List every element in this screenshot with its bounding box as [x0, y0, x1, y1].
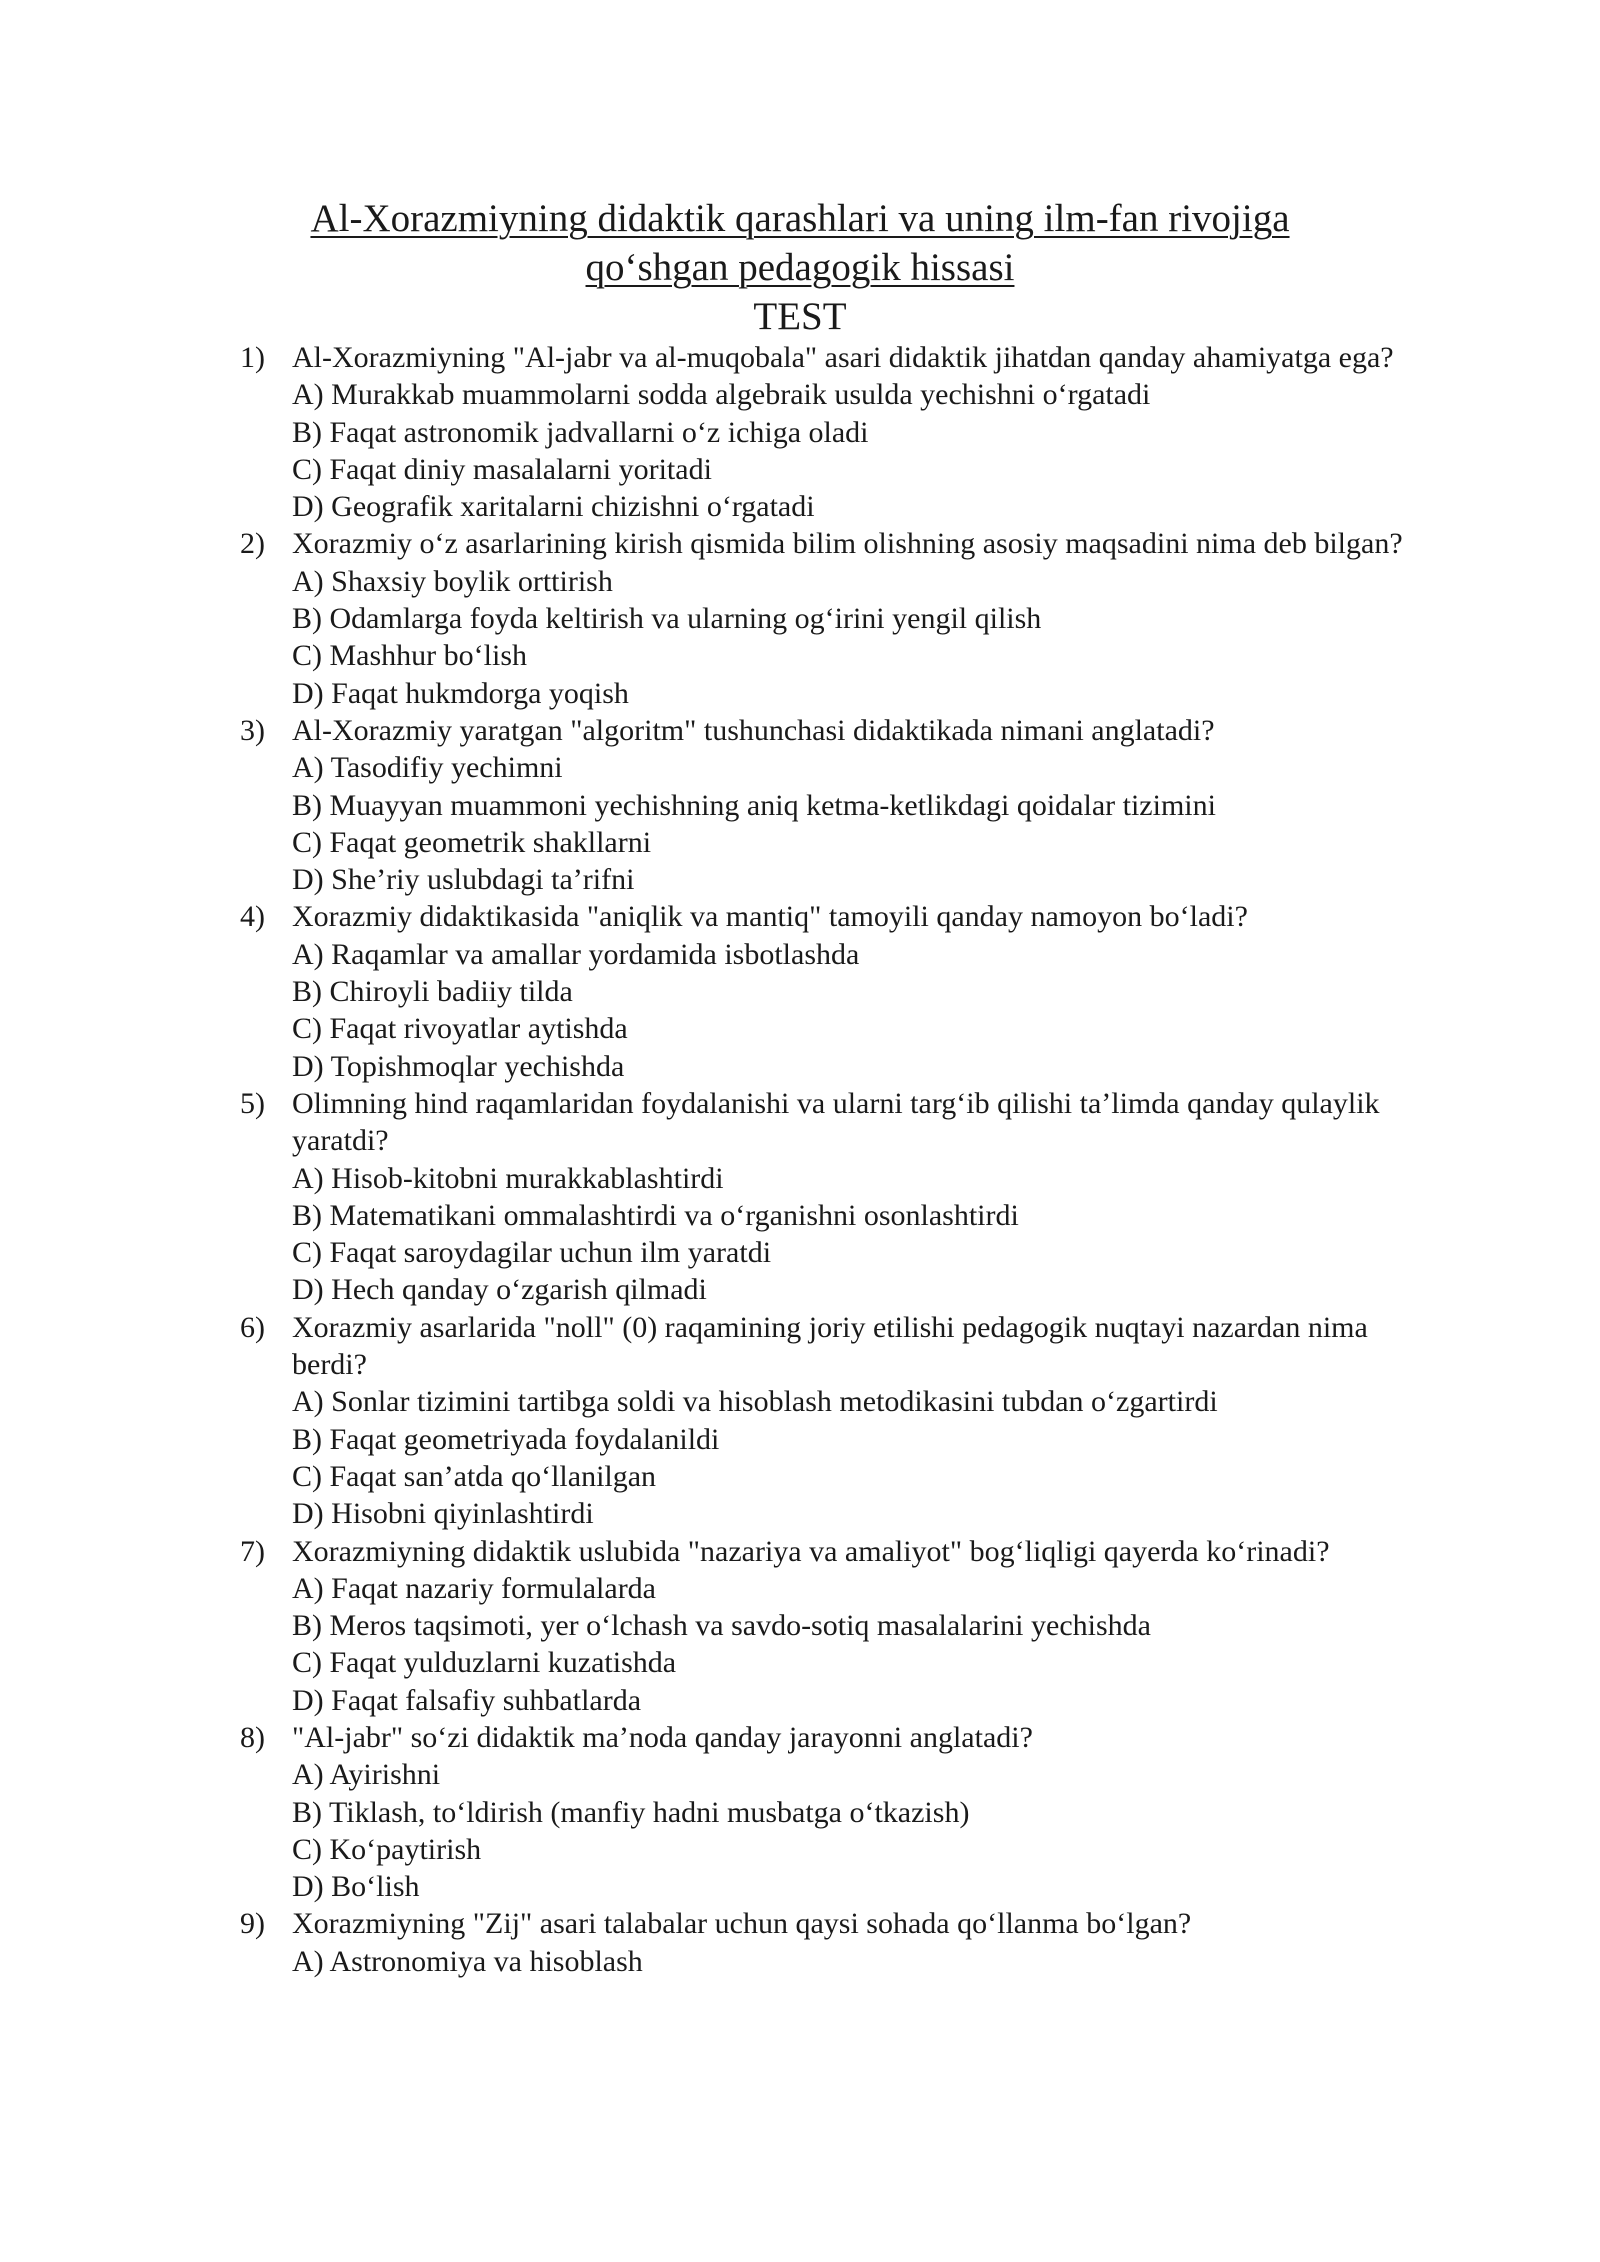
- answer-options: [292, 563, 1440, 712]
- answer-option: B) Odamlarga foyda keltirish va ularning og‘irini yengil qilish: [292, 602, 1042, 636]
- answer-options: [292, 749, 1440, 898]
- answer-option: C) Faqat saroydagilar uchun ilm yaratdi: [292, 1236, 772, 1270]
- answer-option: D) Geografik xaritalarni chizishni o‘rgatadi: [292, 490, 815, 524]
- question-item: [240, 339, 1440, 525]
- document-title-line-1: Al-Xorazmiyning didaktik qarashlari va uning ilm-fan rivojiga: [310, 197, 1290, 240]
- answer-option: C) Mashhur bo‘lish: [292, 639, 527, 673]
- question-item: [240, 1905, 1440, 1980]
- answer-option: A) Ayirishni: [292, 1758, 441, 1792]
- answer-option: A) Sonlar tizimini tartibga soldi va hisoblash metodikasini tubdan o‘zgartirdi: [292, 1385, 1218, 1419]
- question-item: [240, 1085, 1440, 1309]
- question-number: 4): [240, 900, 265, 934]
- question-text: Xorazmiyning "Zij" asari talabalar uchun qaysi sohada qo‘llanma bo‘lgan?: [292, 1907, 1192, 1941]
- question-number: 3): [240, 713, 265, 747]
- question-number: 1): [240, 341, 265, 374]
- answer-option: D) Hech qanday o‘zgarish qilmadi: [292, 1273, 707, 1307]
- answer-option: B) Matematikani ommalashtirdi va o‘rganishni osonlashtirdi: [292, 1198, 1019, 1232]
- answer-option: D) Hisobni qiyinlashtirdi: [292, 1497, 594, 1531]
- answer-option: D) She’riy uslubdagi ta’rifni: [292, 863, 635, 897]
- answer-option: A) Faqat nazariy formulalarda: [292, 1571, 656, 1605]
- answer-option: D) Bo‘lish: [292, 1870, 420, 1904]
- question-text: Xorazmiy o‘z asarlarining kirish qismida bilim olishning asosiy maqsadini nima deb bilgan?: [292, 527, 1403, 561]
- question-item: [240, 1719, 1440, 1905]
- answer-options: [292, 1943, 1440, 1980]
- question-item: [240, 712, 1440, 898]
- question-text: Xorazmiy asarlarida "noll" (0) raqamining joriy etilishi pedagogik nuqtayi nazardan nima berdi?: [292, 1310, 1368, 1382]
- answer-option: B) Faqat geometriyada foydalanildi: [292, 1422, 720, 1456]
- title-block: [0, 194, 1600, 342]
- answer-options: [292, 1756, 1440, 1905]
- answer-option: C) Faqat diniy masalalarni yoritadi: [292, 452, 712, 486]
- answer-options: [292, 936, 1440, 1085]
- answer-option: D) Topishmoqlar yechishda: [292, 1049, 625, 1083]
- question-text: Al-Xorazmiy yaratgan "algoritm" tushunchasi didaktikada nimani anglatadi?: [292, 713, 1215, 747]
- answer-options: [292, 376, 1440, 525]
- answer-option: B) Tiklash, to‘ldirish (manfiy hadni musbatga o‘tkazish): [292, 1795, 970, 1829]
- question-text: Xorazmiyning didaktik uslubida "nazariya va amaliyot" bog‘liqligi qayerda ko‘rinadi?: [292, 1534, 1330, 1568]
- answer-options: [292, 1160, 1440, 1309]
- question-number: 7): [240, 1534, 265, 1568]
- question-number: 9): [240, 1907, 265, 1941]
- question-item: [240, 525, 1440, 711]
- question-list: [240, 339, 1440, 1980]
- answer-option: B) Faqat astronomik jadvallarni o‘z ichiga oladi: [292, 415, 869, 449]
- question-text: Xorazmiy didaktikasida "aniqlik va mantiq" tamoyili qanday namoyon bo‘ladi?: [292, 900, 1248, 934]
- question-text: Al-Xorazmiyning "Al-jabr va al-muqobala" asari didaktik jihatdan qanday ahamiyatga ega?: [292, 341, 1394, 374]
- answer-options: [292, 1383, 1440, 1532]
- answer-option: D) Faqat hukmdorga yoqish: [292, 676, 629, 710]
- question-number: 6): [240, 1310, 265, 1344]
- document-title-line-2: qo‘shgan pedagogik hissasi: [585, 246, 1015, 289]
- question-number: 5): [240, 1086, 265, 1120]
- answer-option: A) Murakkab muammolarni sodda algebraik usulda yechishni o‘rgatadi: [292, 378, 1151, 412]
- answer-option: C) Ko‘paytirish: [292, 1832, 482, 1866]
- question-text: "Al-jabr" so‘zi didaktik ma’noda qanday jarayonni anglatadi?: [292, 1720, 1033, 1754]
- answer-option: C) Faqat yulduzlarni kuzatishda: [292, 1646, 677, 1680]
- question-number: 2): [240, 527, 265, 561]
- test-heading: TEST: [753, 295, 847, 338]
- question-item: [240, 898, 1440, 1084]
- answer-option: C) Faqat rivoyatlar aytishda: [292, 1012, 628, 1046]
- answer-option: D) Faqat falsafiy suhbatlarda: [292, 1683, 642, 1717]
- question-item: [240, 1533, 1440, 1719]
- answer-option: A) Astronomiya va hisoblash: [292, 1944, 643, 1978]
- answer-options: [292, 1570, 1440, 1719]
- answer-option: C) Faqat san’atda qo‘llanilgan: [292, 1459, 657, 1493]
- question-text: Olimning hind raqamlaridan foydalanishi va ularni targ‘ib qilishi ta’limda qanday qulaylik yaratdi?: [292, 1086, 1380, 1158]
- question-number: 8): [240, 1720, 265, 1754]
- answer-option: A) Hisob-kitobni murakkablashtirdi: [292, 1161, 724, 1195]
- answer-option: B) Muayyan muammoni yechishning aniq ketma-ketlikdagi qoidalar tizimini: [292, 788, 1216, 822]
- question-item: [240, 1309, 1440, 1533]
- answer-option: A) Tasodifiy yechimni: [292, 751, 563, 785]
- answer-option: B) Meros taqsimoti, yer o‘lchash va savdo-sotiq masalalarini yechishda: [292, 1609, 1151, 1643]
- answer-option: B) Chiroyli badiiy tilda: [292, 975, 573, 1009]
- answer-option: A) Raqamlar va amallar yordamida isbotlashda: [292, 937, 860, 971]
- answer-option: C) Faqat geometrik shakllarni: [292, 825, 652, 859]
- answer-option: A) Shaxsiy boylik orttirish: [292, 564, 613, 598]
